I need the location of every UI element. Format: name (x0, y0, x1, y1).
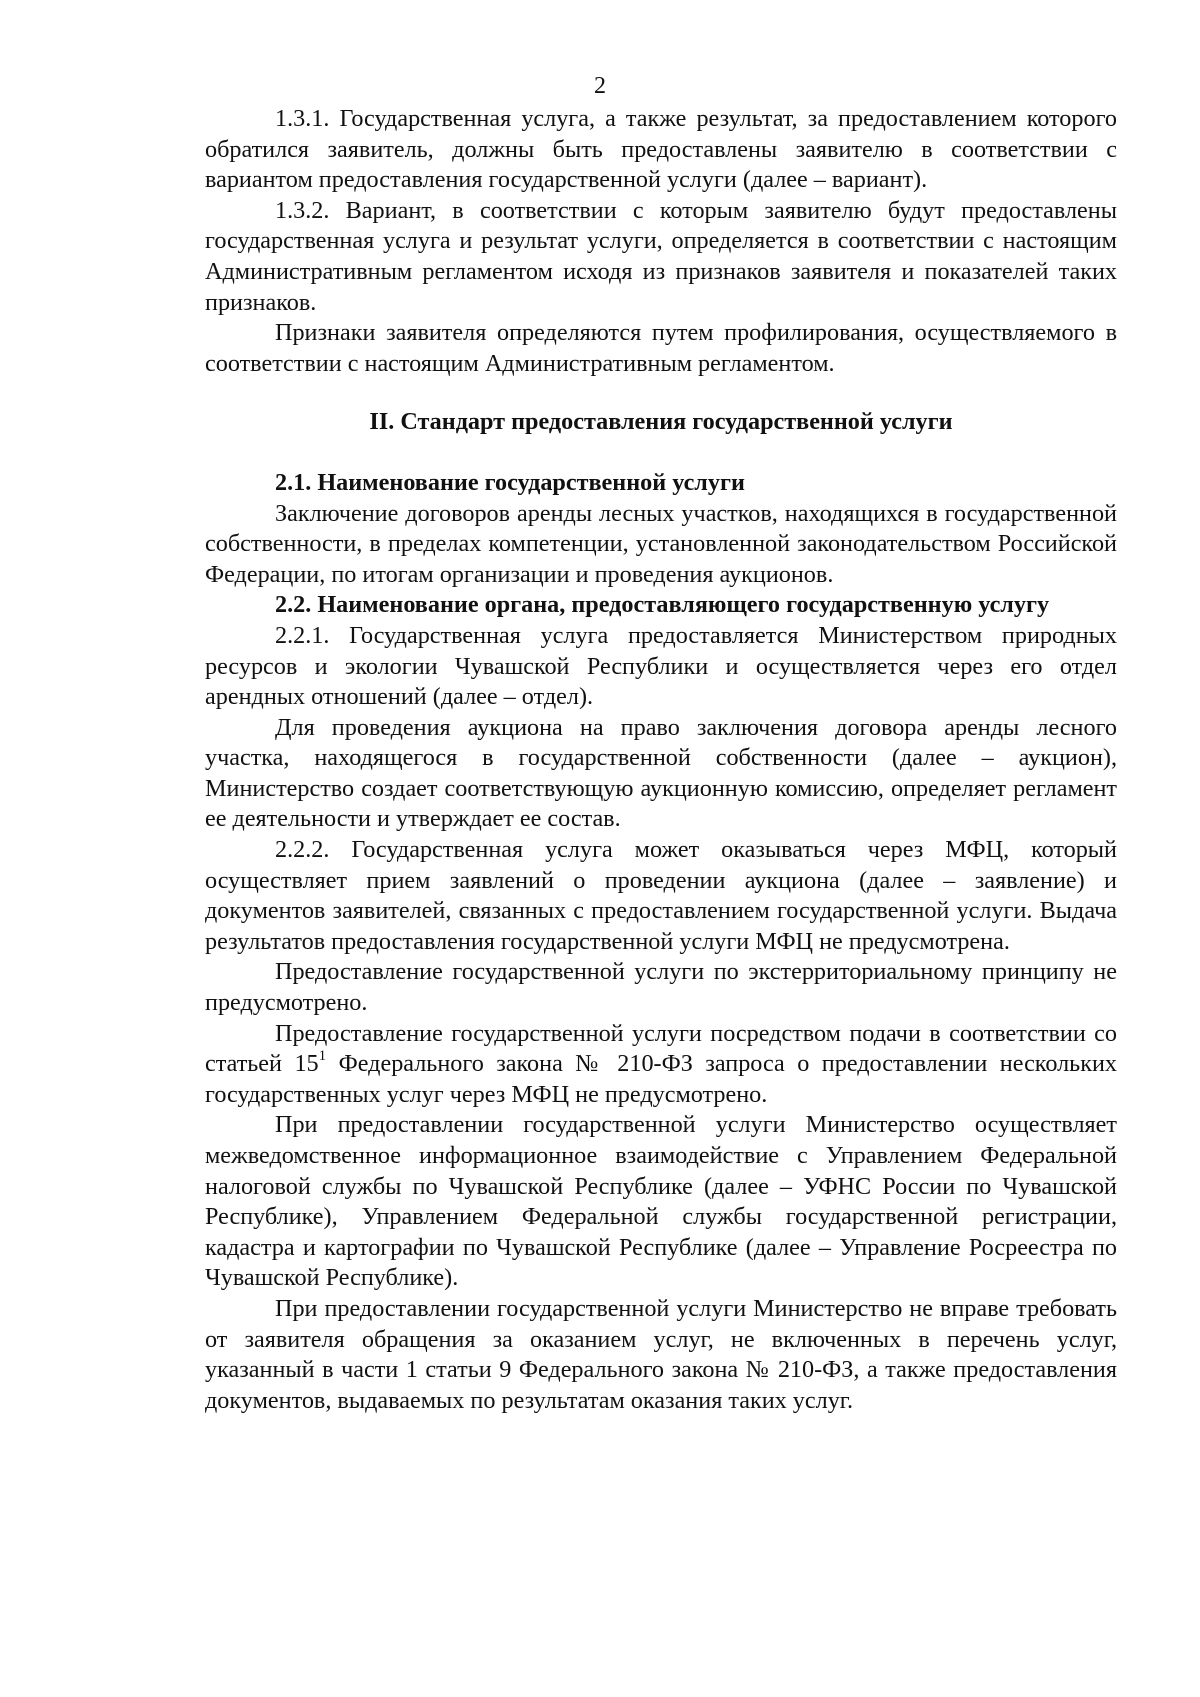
paragraph-2-1: Заключение договоров аренды лесных участков, находящихся в государственной собственности, в пределах компетенции, установленной законодательством Российской Федерации, по итогам организации и проведения аукционов. (205, 499, 1117, 588)
heading-2-1: 2.1. Наименование государственной услуги (275, 468, 745, 496)
paragraph-2-2-1: 2.2.1. Государственная услуга предоставляется Министерством природных ресурсов и экологии Чувашской Республики и осуществляется через его отдел арендных отношений (далее – отдел). (205, 621, 1117, 711)
section-title: II. Стандарт предоставления государственной услуги (369, 408, 953, 436)
paragraph-auction-commission: Для проведения аукциона на право заключения договора аренды лесного участка, находящегося в государственной собственности (далее – аукцион), Министерство создает соответствующую аукционную комиссию, определяет регламент ее деятельности и утверждает ее состав. (205, 713, 1117, 833)
paragraph-not-entitled: При предоставлении государственной услуги Министерство не вправе требовать от заявителя обращения за оказанием услуг, не включенных в перечень услуг, указанный в части 1 статьи 9 Федерального закона № 210-ФЗ, а также предоставления документов, выдаваемых по результатам оказания таких услуг. (205, 1294, 1117, 1414)
paragraph-2-2-2: 2.2.2. Государственная услуга может оказываться через МФЦ, который осуществляет прием заявлений о проведении аукциона (далее – заявление) и документов заявителей, связанных с предоставлением государственной услуги. Выдача результатов предоставления государственной услуги МФЦ не предусмотрена. (205, 836, 1117, 955)
article-15-superscript: 1 (318, 1048, 327, 1065)
paragraph-1-3-1: 1.3.1. Государственная услуга, а также результат, за предоставлением которого обратился заявитель, должны быть предоставлены заявителю в соответствии с вариантом предоставления государственной услуги (далее – вариант). (205, 105, 1117, 194)
paragraph-interagency: При предоставлении государственной услуги Министерство осуществляет межведомственное информационное взаимодействие с Управлением Федеральной налоговой службы по Чувашской Республике (далее – УФНС России по Чувашской Республике), Управлением Федеральной службы государственной регистрации, кадастра и картографии по Чувашской Республике (далее – Управление Росреестра по Чувашской Республике). (205, 1111, 1117, 1292)
article-15-text-after: Федерального закона № 210-ФЗ запроса о предоставлении нескольких государственных услуг через МФЦ не предусмотрено. (205, 1050, 1117, 1108)
paragraph-article-15 (205, 1019, 1117, 1111)
page-number: 2 (594, 73, 606, 99)
heading-2-2: 2.2. Наименование органа, предоставляющего государственную услугу (275, 591, 1050, 619)
article-15-text-before: Предоставление государственной услуги посредством подачи в соответствии со статьей 15 (205, 1019, 1117, 1078)
paragraph-1-3-2: 1.3.2. Вариант, в соответствии с которым заявителю будут предоставлены государственная услуга и результат услуги, определяется в соответствии с настоящим Административным регламентом исходя из признаков заявителя и показателей таких признаков. (205, 196, 1117, 316)
document-body (205, 104, 1117, 1416)
paragraph-applicant-signs: Признаки заявителя определяются путем профилирования, осуществляемого в соответствии с настоящим Административным регламентом. (205, 319, 1117, 377)
paragraph-extraterritorial: Предоставление государственной услуги по экстерриториальному принципу не предусмотрено. (205, 958, 1117, 1017)
